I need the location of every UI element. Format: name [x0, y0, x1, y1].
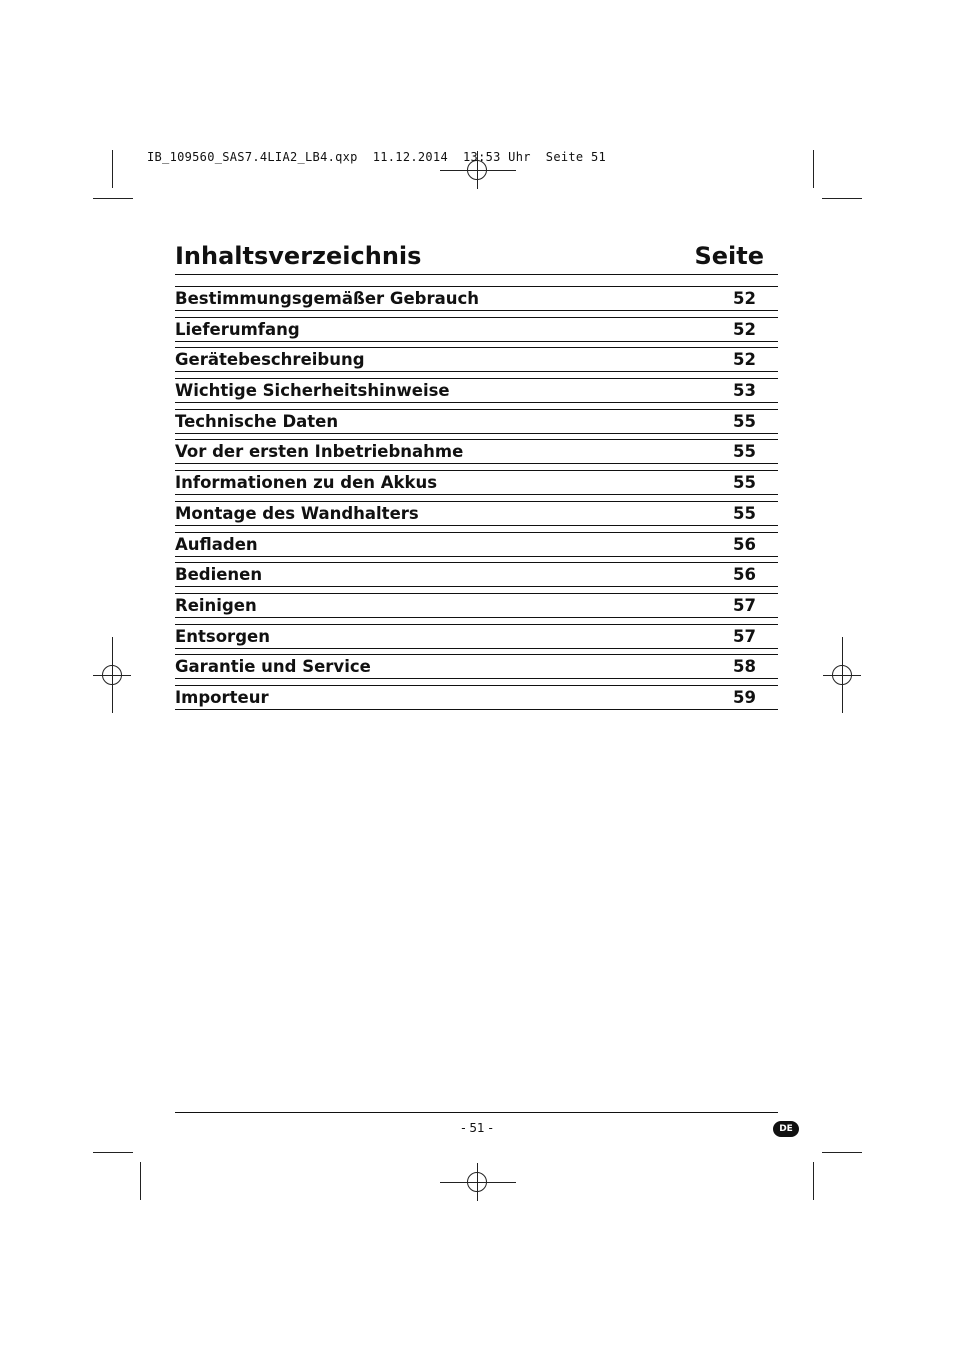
toc-list: [175, 286, 778, 716]
toc-entry-page: 53: [733, 381, 756, 401]
toc-entry-label: Lieferumfang: [175, 319, 300, 339]
toc-entry[interactable]: [175, 409, 778, 434]
toc-entry[interactable]: [175, 470, 778, 495]
toc-entry-label: Aufladen: [175, 534, 258, 554]
crop-mark: [813, 150, 814, 188]
crosshair-extension: [440, 170, 516, 171]
toc-entry[interactable]: [175, 317, 778, 342]
toc-entry-label: Entsorgen: [175, 626, 270, 646]
toc-entry-label: Importeur: [175, 687, 269, 707]
toc-entry[interactable]: [175, 347, 778, 372]
toc-entry-label: Technische Daten: [175, 411, 339, 431]
toc-entry-label: Informationen zu den Akkus: [175, 473, 438, 493]
toc-entry-page: 55: [733, 411, 756, 431]
toc-entry-page: 56: [733, 534, 756, 554]
toc-entry-label: Garantie und Service: [175, 657, 371, 677]
crosshair-extension: [842, 637, 843, 713]
toc-entry-page: 55: [733, 503, 756, 523]
toc-entry[interactable]: [175, 654, 778, 679]
footer-divider: [175, 1112, 778, 1113]
toc-entry-label: Bestimmungsgemäßer Gebrauch: [175, 289, 480, 308]
crop-mark: [93, 1152, 133, 1153]
crop-mark: [813, 1162, 814, 1200]
toc-entry[interactable]: [175, 562, 778, 587]
toc-entry-label: Montage des Wandhalters: [175, 503, 419, 523]
toc-entry-page: 55: [733, 442, 756, 462]
crop-mark: [822, 1152, 862, 1153]
toc-entry[interactable]: [175, 593, 778, 618]
toc-entry-page: 57: [733, 595, 756, 615]
toc-entry-page: 56: [733, 565, 756, 585]
language-badge: DE: [773, 1121, 799, 1137]
toc-entry-page: 52: [733, 319, 756, 339]
crosshair-extension: [112, 637, 113, 713]
toc-entry-page: 52: [733, 350, 756, 370]
toc-entry[interactable]: [175, 439, 778, 464]
crop-mark: [112, 150, 113, 188]
toc-entry-label: Wichtige Sicherheitshinweise: [175, 381, 450, 401]
toc-entry-page: 57: [733, 626, 756, 646]
toc-entry-label: Bedienen: [175, 565, 263, 585]
toc-entry-page: 52: [733, 289, 756, 308]
toc-entry[interactable]: [175, 501, 778, 526]
toc-entry[interactable]: [175, 685, 778, 710]
crosshair-extension: [477, 1163, 478, 1199]
toc-entry[interactable]: [175, 624, 778, 649]
page-column-header: Seite: [694, 242, 764, 270]
page-number: - 51 -: [461, 1121, 493, 1135]
toc-entry[interactable]: [175, 286, 778, 311]
toc-entry[interactable]: [175, 532, 778, 557]
toc-entry-page: 59: [733, 687, 756, 707]
toc-entry-label: Reinigen: [175, 595, 257, 615]
toc-entry-page: 58: [733, 657, 756, 677]
toc-entry[interactable]: [175, 378, 778, 403]
toc-entry-label: Gerätebeschreibung: [175, 350, 365, 370]
crosshair-extension: [440, 1182, 516, 1183]
toc-header: [175, 242, 778, 275]
toc-entry-label: Vor der ersten Inbetriebnahme: [175, 442, 464, 462]
crop-mark: [822, 198, 862, 199]
print-slug-line: IB_109560_SAS7.4LIA2_LB4.qxp 11.12.2014 13:53 Uhr Seite 51: [147, 150, 607, 164]
crop-mark: [140, 1162, 141, 1200]
crop-mark: [93, 198, 133, 199]
toc-entry-page: 55: [733, 473, 756, 493]
page-title: Inhaltsverzeichnis: [175, 242, 422, 270]
